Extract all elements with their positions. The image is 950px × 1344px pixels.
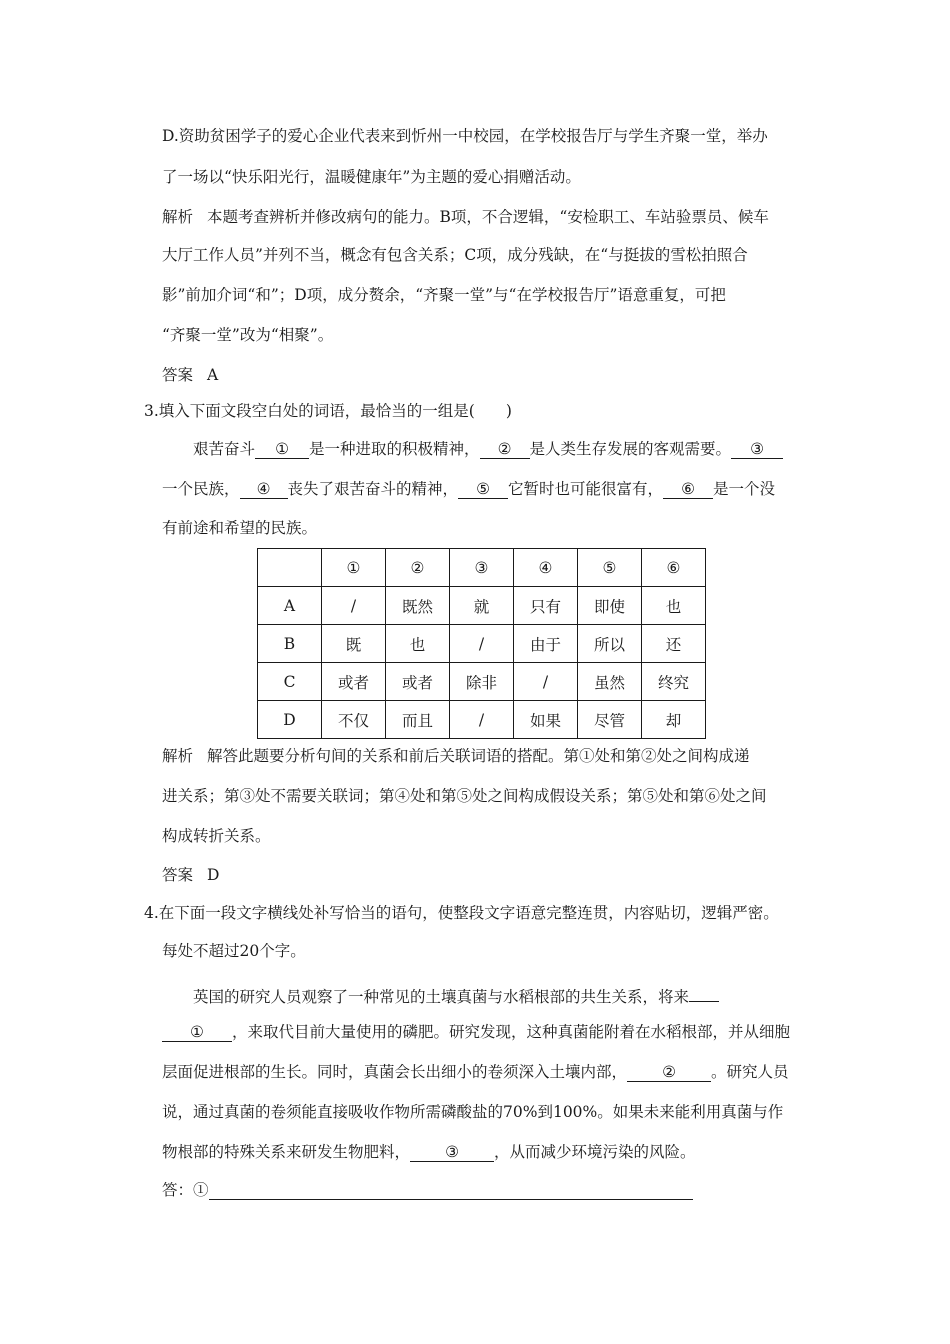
q4-title-line-1: 4.在下面一段文字横线处补写恰当的语句，使整段文字语意完整连贯，内容贴切，逻辑严密。 <box>144 904 779 922</box>
table-header-cell: ③ <box>450 549 514 587</box>
answer-label: 答：① <box>162 1181 209 1199</box>
passage-text: 是一个没 <box>713 480 776 498</box>
q3-passage-line-3: 有前途和希望的民族。 <box>162 519 318 537</box>
table-cell: / <box>450 701 514 739</box>
table-cell: 或者 <box>322 663 386 701</box>
passage-text: ，从而减少环境污染的风险。 <box>494 1143 696 1161</box>
passage-text: 物根部的特殊关系来研发生物肥料， <box>162 1143 411 1161</box>
table-cell: / <box>450 625 514 663</box>
q3-title: 3.填入下面文段空白处的词语，最恰当的一组是( ) <box>144 402 512 420</box>
table-cell: 既然 <box>386 587 450 625</box>
options-table <box>257 548 706 739</box>
table-cell: 除非 <box>450 663 514 701</box>
passage-text: 。研究人员 <box>711 1063 789 1081</box>
table-row <box>258 625 706 663</box>
blank-1-start <box>689 983 719 1002</box>
blank-2: ② <box>480 440 530 459</box>
table-cell: 由于 <box>514 625 578 663</box>
blank-6: ⑥ <box>663 480 713 499</box>
q2-analysis-line-1 <box>162 207 769 227</box>
q3-answer <box>162 865 219 885</box>
table-cell: 还 <box>642 625 706 663</box>
table-header-cell <box>258 549 322 587</box>
answer-heading: 答案 <box>162 866 194 884</box>
option-label-cell: C <box>258 663 322 701</box>
table-header-cell: ⑤ <box>578 549 642 587</box>
blank-1: ① <box>255 440 309 459</box>
table-cell: 如果 <box>514 701 578 739</box>
table-cell: 也 <box>642 587 706 625</box>
table-header-cell: ① <box>322 549 386 587</box>
table-cell: 或者 <box>386 663 450 701</box>
table-cell: 也 <box>386 625 450 663</box>
q2-analysis-line-3: 影”前加介词“和”；D项，成分赘余，“齐聚一堂”与“在学校报告厅”语意重复，可把 <box>162 286 726 304</box>
option-d-line-1: D.资助贫困学子的爱心企业代表来到忻州一中校园，在学校报告厅与学生齐聚一堂，举办 <box>162 127 768 145</box>
table-cell: 既 <box>322 625 386 663</box>
analysis-heading: 解析 <box>162 208 194 226</box>
analysis-text: 解答此题要分析句间的关系和前后关联词语的搭配。第①处和第②处之间构成递 <box>207 747 750 765</box>
q4-passage-line-4: 说，通过真菌的卷须能直接吸收作物所需磷酸盐的70%到100%。如果未来能利用真菌与作 <box>162 1103 784 1121</box>
q4-passage-line-2 <box>162 1022 790 1042</box>
table-header-row <box>258 549 706 587</box>
q2-analysis-line-4: “齐聚一堂”改为“相聚”。 <box>162 326 334 344</box>
passage-text: 层面促进根部的生长。同时，真菌会长出细小的卷须深入土壤内部， <box>162 1063 628 1081</box>
passage-text: 是人类生存发展的客观需要。 <box>529 440 732 458</box>
q3-passage-line-2 <box>162 479 775 499</box>
blank-1: ① <box>162 1023 232 1042</box>
option-label-cell: B <box>258 625 322 663</box>
table-cell: 却 <box>642 701 706 739</box>
blank-3: ③ <box>410 1143 494 1162</box>
table-cell: 终究 <box>642 663 706 701</box>
q4-passage-line-1 <box>193 983 719 1007</box>
q4-passage-line-5 <box>162 1142 696 1162</box>
passage-text: 艰苦奋斗 <box>193 440 256 458</box>
q3-analysis-line-3: 构成转折关系。 <box>162 827 271 845</box>
table-header-cell: ⑥ <box>642 549 706 587</box>
q2-analysis-line-2: 大厅工作人员”并列不当，概念有包含关系；C项，成分残缺，在“与挺拔的雪松拍照合 <box>162 246 748 264</box>
passage-text: 一个民族， <box>162 480 240 498</box>
answer-value: D <box>207 866 220 884</box>
passage-text: 是一种进取的积极精神， <box>309 440 480 458</box>
q3-analysis-line-2: 进关系；第③处不需要关联词；第④处和第⑤处之间构成假设关系；第⑤处和第⑥处之间 <box>162 787 767 805</box>
passage-text: 英国的研究人员观察了一种常见的土壤真菌与水稻根部的共生关系，将来 <box>193 988 690 1006</box>
table-cell: / <box>514 663 578 701</box>
q4-answer-line <box>162 1180 693 1200</box>
analysis-text: 本题考查辨析并修改病句的能力。B项，不合逻辑，“安检职工、车站验票员、候车 <box>207 208 769 226</box>
table-header-cell: ④ <box>514 549 578 587</box>
q4-passage-line-3 <box>162 1062 789 1082</box>
blank-3: ③ <box>731 440 783 459</box>
q3-passage-line-1 <box>193 439 783 459</box>
table-header-cell: ② <box>386 549 450 587</box>
answer-heading: 答案 <box>162 366 194 384</box>
answer-writing-line[interactable] <box>209 1182 693 1200</box>
option-label-cell: A <box>258 587 322 625</box>
table-cell: 不仅 <box>322 701 386 739</box>
table-row <box>258 701 706 739</box>
table-cell: 而且 <box>386 701 450 739</box>
analysis-heading: 解析 <box>162 747 194 765</box>
q3-analysis-line-1 <box>162 746 750 766</box>
option-label-cell: D <box>258 701 322 739</box>
table-cell: 尽管 <box>578 701 642 739</box>
passage-text: 它暂时也可能很富有， <box>508 480 664 498</box>
answer-value: A <box>207 366 219 384</box>
table-cell: 虽然 <box>578 663 642 701</box>
table-row <box>258 587 706 625</box>
q2-answer <box>162 365 218 385</box>
table-cell: 就 <box>450 587 514 625</box>
blank-5: ⑤ <box>458 480 508 499</box>
q4-title-line-2: 每处不超过20个字。 <box>162 942 306 960</box>
passage-text: ，来取代目前大量使用的磷肥。研究发现，这种真菌能附着在水稻根部，并从细胞 <box>232 1023 791 1041</box>
table-cell: / <box>322 587 386 625</box>
blank-4: ④ <box>240 480 288 499</box>
blank-2: ② <box>627 1063 711 1082</box>
table-cell: 所以 <box>578 625 642 663</box>
table-cell: 即使 <box>578 587 642 625</box>
table-row <box>258 663 706 701</box>
passage-text: 丧失了艰苦奋斗的精神， <box>287 480 459 498</box>
option-d-line-2: 了一场以“快乐阳光行，温暖健康年”为主题的爱心捐赠活动。 <box>162 168 581 186</box>
table-cell: 只有 <box>514 587 578 625</box>
